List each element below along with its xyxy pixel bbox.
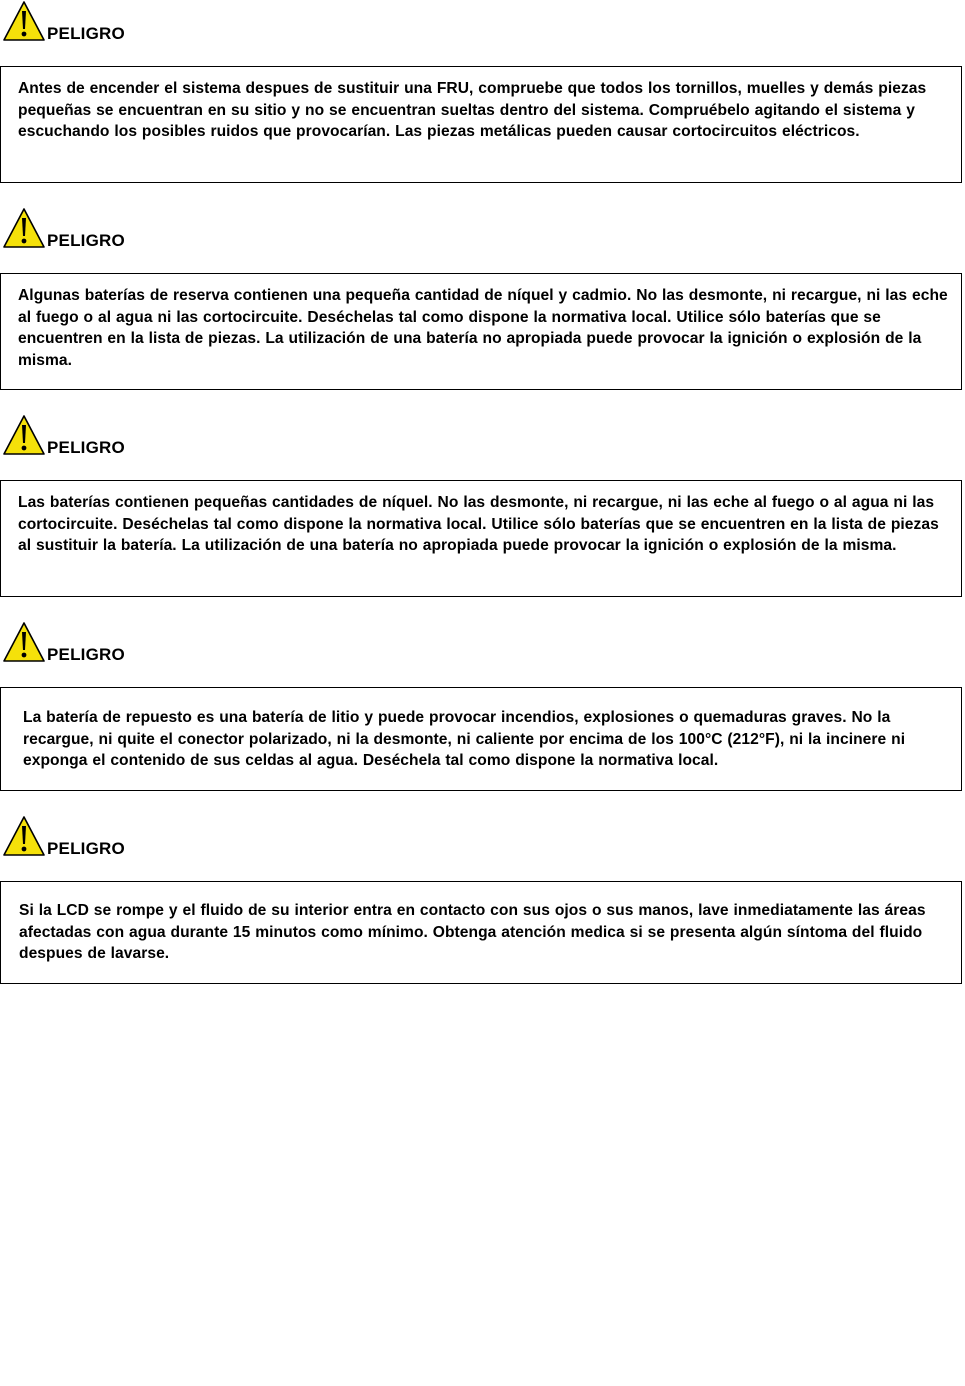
warning-box (0, 687, 962, 791)
warning-triangle-icon (2, 207, 46, 249)
warning-text: Antes de encender el sistema despues de sustituir una FRU, compruebe que todos los tornillos, muelles y demás piezas pequeñas se encuentran en su sitio y no se encuentran sueltas dentro del sistema. Compruébelo agitando el sistema y escuchando los posibles ruidos que provocarían. Las piezas metálicas pueden causar cortocircuitos eléctricos. (18, 80, 927, 140)
warning-text: Algunas baterías de reserva contienen una pequeña cantidad de níquel y cadmio. No las desmonte, ni recargue, ni las eche al fuego o al agua ni las cortocircuite. Deséchelas tal como dispone la normativa local. Utilice sólo baterías que se encuentren en la lista de piezas. La utilización de una batería no apropiada puede provocar la ignición o explosión de la misma. (18, 287, 948, 369)
warning-triangle-icon (2, 621, 46, 663)
warning-heading-label: PELIGRO (47, 438, 125, 457)
warning-heading (2, 207, 125, 249)
warning-heading-label: PELIGRO (47, 839, 125, 858)
warning-box (0, 273, 962, 390)
warning-triangle-icon (2, 414, 46, 456)
warning-text: La batería de repuesto es una batería de litio y puede provocar incendios, explosiones o quemaduras graves. No la recargue, ni quite el conector polarizado, ni la desmonte, ni caliente por encima de los 100°C (212°F), ni la incinere ni exponga el contenido de sus celdas al agua. Deséchela tal como dispone la normativa local. (23, 709, 906, 769)
warning-triangle-icon (2, 0, 46, 42)
warning-heading-label: PELIGRO (47, 24, 125, 43)
warning-box (0, 66, 962, 183)
warning-heading-label: PELIGRO (47, 231, 125, 250)
warning-heading-label: PELIGRO (47, 645, 125, 664)
warning-heading (2, 414, 125, 456)
warning-box (0, 881, 962, 984)
warning-text: Si la LCD se rompe y el fluido de su interior entra en contacto con sus ojos o sus manos, lave inmediatamente las áreas afectadas con agua durante 15 minutos como mínimo. Obtenga atención medica si se presenta algún síntoma del fluido despues de lavarse. (19, 902, 926, 962)
warning-triangle-icon (2, 815, 46, 857)
warning-heading (2, 0, 125, 42)
warning-heading (2, 621, 125, 663)
warning-heading (2, 815, 125, 857)
warning-text: Las baterías contienen pequeñas cantidades de níquel. No las desmonte, ni recargue, ni las eche al fuego o al agua ni las cortocircuite. Deséchelas tal como dispone la normativa local. Utilice sólo baterías que se encuentren en la lista de piezas al sustituir la batería. La utilización de una batería no apropiada puede provocar la ignición o explosión de la misma. (18, 494, 939, 554)
warning-box (0, 480, 962, 597)
